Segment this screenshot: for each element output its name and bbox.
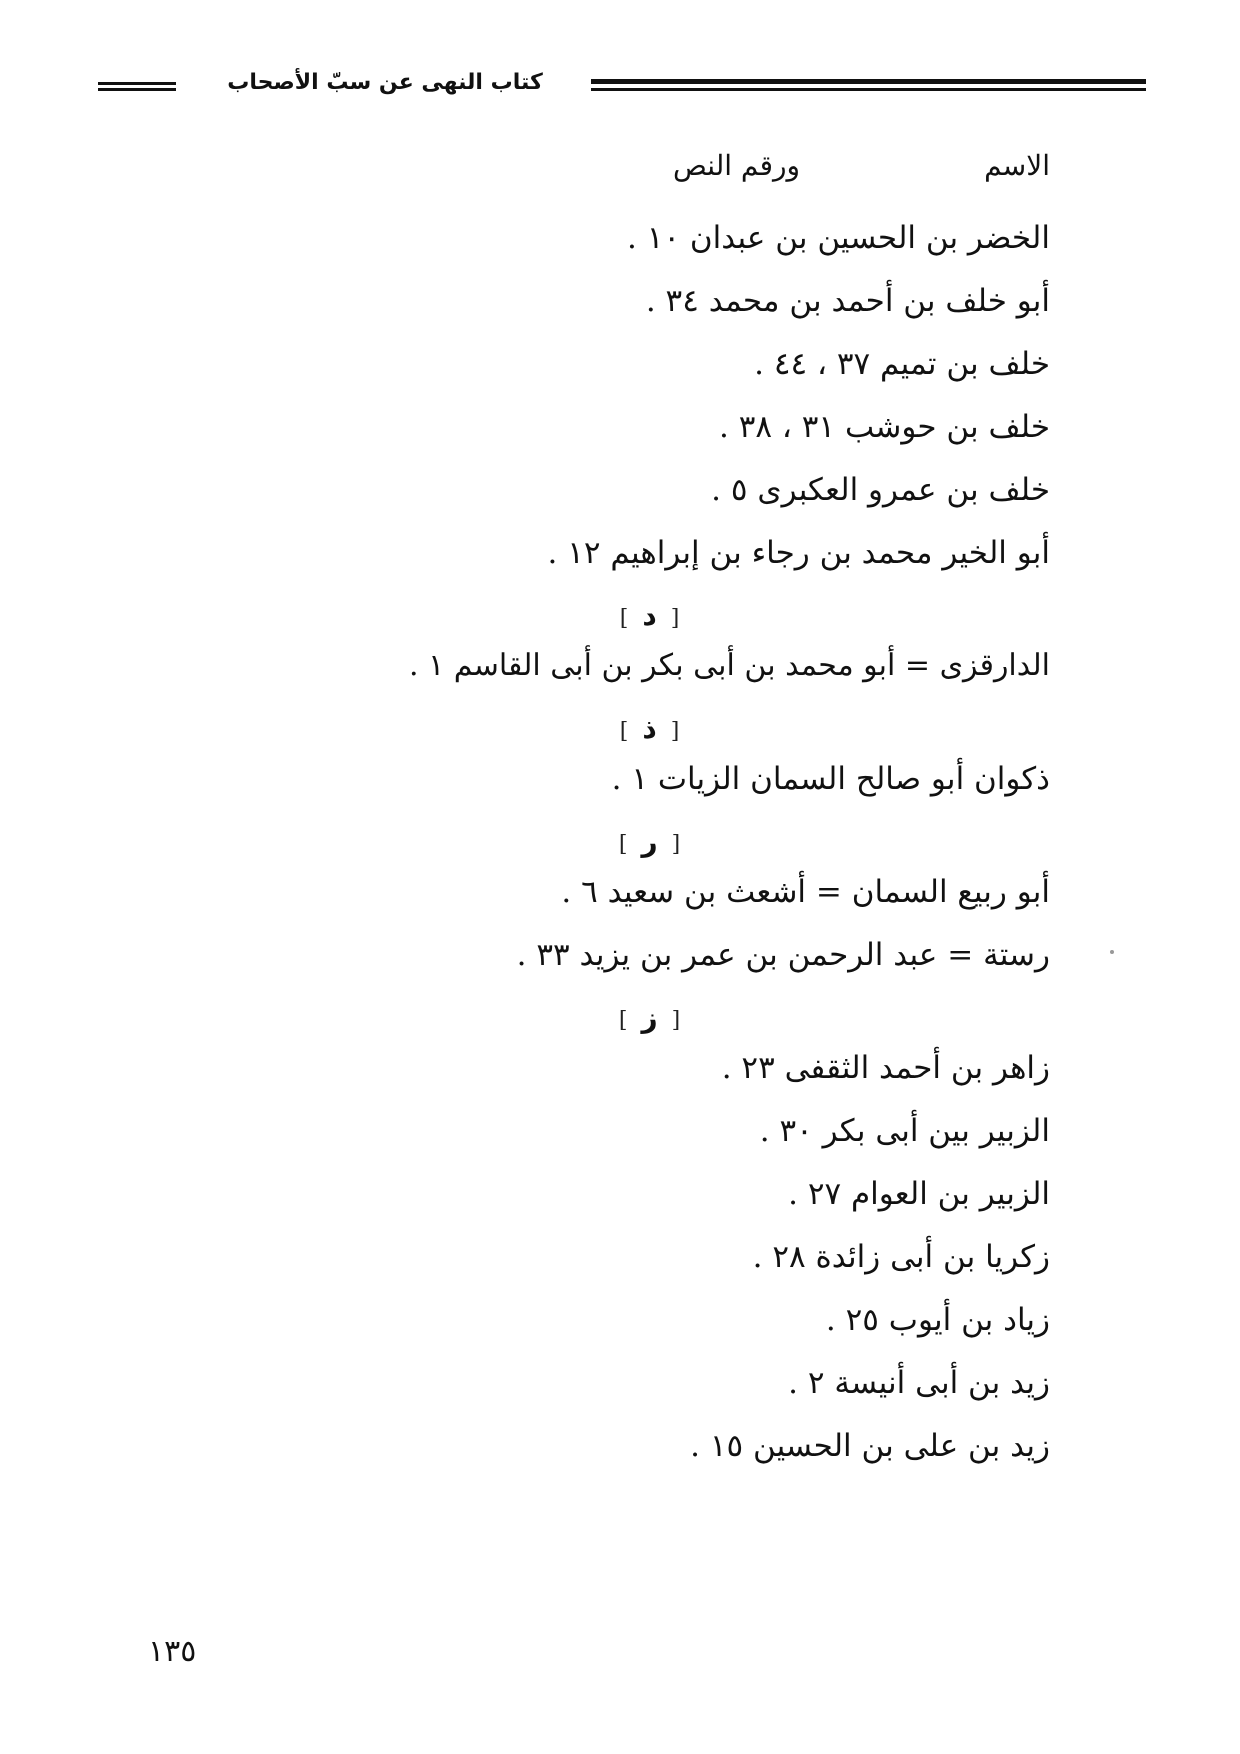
index-entry: زاهر بن أحمد الثقفى ٢٣ .	[721, 1050, 1050, 1086]
index-entry: أبو ربيع السمان = أشعث بن سعيد ٦ .	[561, 874, 1050, 910]
index-entry: أبو خلف بن أحمد بن محمد ٣٤ .	[645, 283, 1050, 319]
section-heading-dal	[150, 596, 1050, 646]
section-heading-dhal	[150, 709, 1050, 759]
bracket-open: [	[619, 719, 629, 744]
index-entries	[150, 218, 1050, 1489]
section-heading-ra	[150, 822, 1050, 872]
index-entry: أبو الخير محمد بن رجاء بن إبراهيم ١٢ .	[547, 535, 1050, 571]
index-entry: خلف بن تميم ٣٧ ، ٤٤ .	[754, 346, 1050, 382]
index-entry: الدارقزى = أبو محمد بن أبى بكر بن أبى القاسم ١ .	[409, 648, 1050, 683]
bracket-open: [	[618, 832, 628, 857]
index-entry: الخضر بن الحسين بن عبدان ١٠ .	[627, 220, 1050, 256]
index-entry: الزبير بن العوام ٢٧ .	[788, 1176, 1050, 1212]
section-letter: ر	[641, 825, 658, 858]
bracket-close: ]	[671, 1008, 681, 1033]
index-entry: الزبير بين أبى بكر ٣٠ .	[759, 1113, 1050, 1149]
column-heading-text-number: ورقم النص	[672, 149, 800, 182]
page-number: ١٣٥	[148, 1634, 197, 1669]
bracket-open: [	[618, 1008, 628, 1033]
bracket-close: ]	[670, 719, 680, 744]
index-entry: خلف بن عمرو العكبرى ٥ .	[711, 472, 1050, 508]
index-entry: زيد بن أبى أنيسة ٢ .	[788, 1365, 1050, 1401]
index-entry: ذكوان أبو صالح السمان الزيات ١ .	[611, 761, 1050, 797]
column-heading-name: الاسم	[984, 149, 1050, 182]
section-letter: ذ	[642, 712, 657, 745]
header-rule-right	[591, 79, 1146, 84]
book-title: كتاب النهى عن سبّ الأصحاب	[227, 70, 543, 95]
index-entry: زيد بن على بن الحسين ١٥ .	[690, 1428, 1050, 1464]
section-heading-zay	[150, 998, 1050, 1048]
header-rule-left	[98, 82, 176, 85]
section-letter: ز	[641, 1001, 658, 1034]
margin-mark	[1110, 950, 1114, 954]
section-letter: د	[642, 599, 657, 632]
index-entry: زياد بن أيوب ٢٥ .	[825, 1302, 1050, 1338]
bracket-close: ]	[670, 606, 680, 631]
running-header	[98, 68, 1146, 108]
index-entry: رستة = عبد الرحمن بن عمر بن يزيد ٣٣ .	[516, 937, 1050, 973]
bracket-open: [	[619, 606, 629, 631]
index-entry: زكريا بن أبى زائدة ٢٨ .	[752, 1239, 1050, 1275]
index-entry: خلف بن حوشب ٣١ ، ٣٨ .	[719, 409, 1050, 445]
bracket-close: ]	[671, 832, 681, 857]
